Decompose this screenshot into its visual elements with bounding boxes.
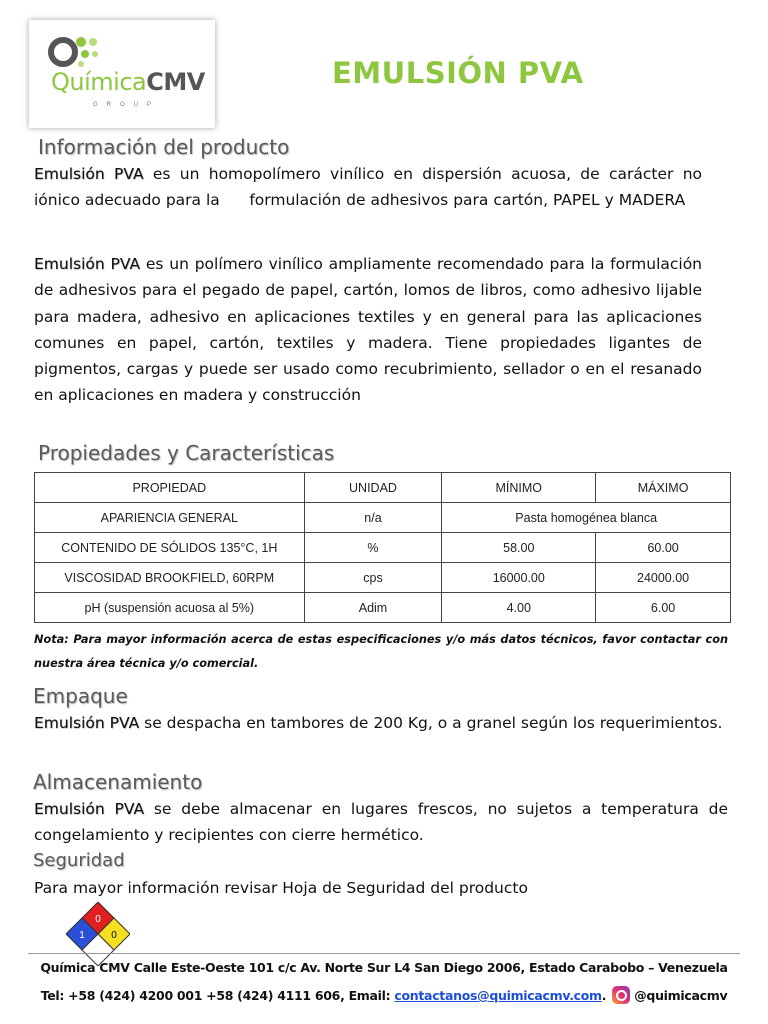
instagram-handle[interactable]: @quimicacmv [634, 988, 728, 1003]
product-name: Emulsión PVA [34, 800, 145, 818]
info-paragraph-2: Emulsión PVA es un polímero vinílico ampliamente recomendado para la formulación de adhesivos para el pegado de papel, cartón, lomos de libros, como adhesivo lijable para madera, adhesivo en aplicaciones textiles y en general para las aplicaciones comunes en papel, cartón, textiles y madera. Tiene propiedades ligantes de pigmentos, cargas y puede ser usado como recubrimiento, sellador o en el resanado en aplicaciones en madera y construcción [34, 255, 703, 405]
packing-heading: Empaque [33, 684, 128, 708]
nfpa-flammability: 0 [95, 914, 101, 925]
table-row [35, 533, 731, 563]
table-cell: 16000.00 [442, 563, 596, 593]
footer-divider [28, 953, 740, 954]
table-cell: 60.00 [596, 533, 731, 563]
product-name: Emulsión PVA [34, 255, 141, 273]
storage-paragraph: Emulsión PVA se debe almacenar en lugares frescos, no sujetos a temperatura de congelamiento y recipientes con cierre hermético. [34, 800, 728, 845]
info-paragraph-1: Emulsión PVA es un homopolímero vinílico en dispersión acuosa, de carácter no iónico adecuado para la formulación de adhesivos para cartón, PAPEL y MADERA [34, 165, 702, 210]
safety-heading: Seguridad [33, 850, 125, 871]
table-row [35, 563, 731, 593]
instagram-icon [612, 986, 630, 1004]
table-row [35, 593, 731, 623]
properties-table [34, 472, 731, 623]
footer-contact: Tel: +58 (424) 4200 001 +58 (424) 4111 606, Email: contactanos@quimicacmv.com. @quimicacmv [40, 988, 728, 1003]
table-cell: 6.00 [596, 593, 731, 623]
table-header-cell: UNIDAD [304, 473, 442, 503]
logo-wordmark: QuímicaCMV [51, 68, 205, 96]
table-cell: Adim [304, 593, 442, 623]
logo-group-label: GROUP [93, 102, 161, 108]
table-header-row [35, 473, 731, 503]
note-text: Nota: Para mayor información acerca de estas especificaciones y/o más datos técnicos, favor contactar con nuestra área técnica y/o comercial. [34, 633, 728, 670]
table-cell: % [304, 533, 442, 563]
email-link[interactable]: contactanos@quimicacmv.com [394, 988, 602, 1003]
table-cell: pH (suspensión acuosa al 5%) [35, 593, 305, 623]
nfpa-reactivity: 0 [111, 930, 117, 941]
table-cell: 24000.00 [596, 563, 731, 593]
table-header-cell: MÍNIMO [442, 473, 596, 503]
info-heading: Información del producto [38, 135, 290, 159]
table-cell: 4.00 [442, 593, 596, 623]
safety-paragraph: Para mayor información revisar Hoja de Seguridad del producto [34, 879, 528, 897]
table-header-cell: PROPIEDAD [35, 473, 305, 503]
nfpa-health: 1 [79, 930, 85, 941]
storage-heading: Almacenamiento [33, 770, 203, 794]
table-cell: n/a [304, 503, 442, 533]
document-title: EMULSIÓN PVA [332, 56, 584, 90]
table-cell: Pasta homogénea blanca [442, 503, 731, 533]
table-cell: CONTENIDO DE SÓLIDOS 135°C, 1H [35, 533, 305, 563]
packing-paragraph: Emulsión PVA se despacha en tambores de 200 Kg, o a granel según los requerimientos. [34, 714, 723, 732]
nfpa-hazard-diamond-icon [66, 902, 130, 966]
properties-heading: Propiedades y Características [38, 441, 335, 465]
table-cell: cps [304, 563, 442, 593]
table-cell: VISCOSIDAD BROOKFIELD, 60RPM [35, 563, 305, 593]
table-cell: 58.00 [442, 533, 596, 563]
footer-address: Química CMV Calle Este-Oeste 101 c/c Av. Norte Sur L4 San Diego 2006, Estado Carabobo – Venezuela [40, 960, 728, 975]
table-row [35, 503, 731, 533]
product-name: Emulsión PVA [34, 714, 140, 732]
table-cell: APARIENCIA GENERAL [35, 503, 305, 533]
table-header-cell: MÁXIMO [596, 473, 731, 503]
product-name: Emulsión PVA [34, 165, 144, 183]
company-logo [29, 20, 215, 128]
logo-mark-icon [47, 32, 107, 72]
